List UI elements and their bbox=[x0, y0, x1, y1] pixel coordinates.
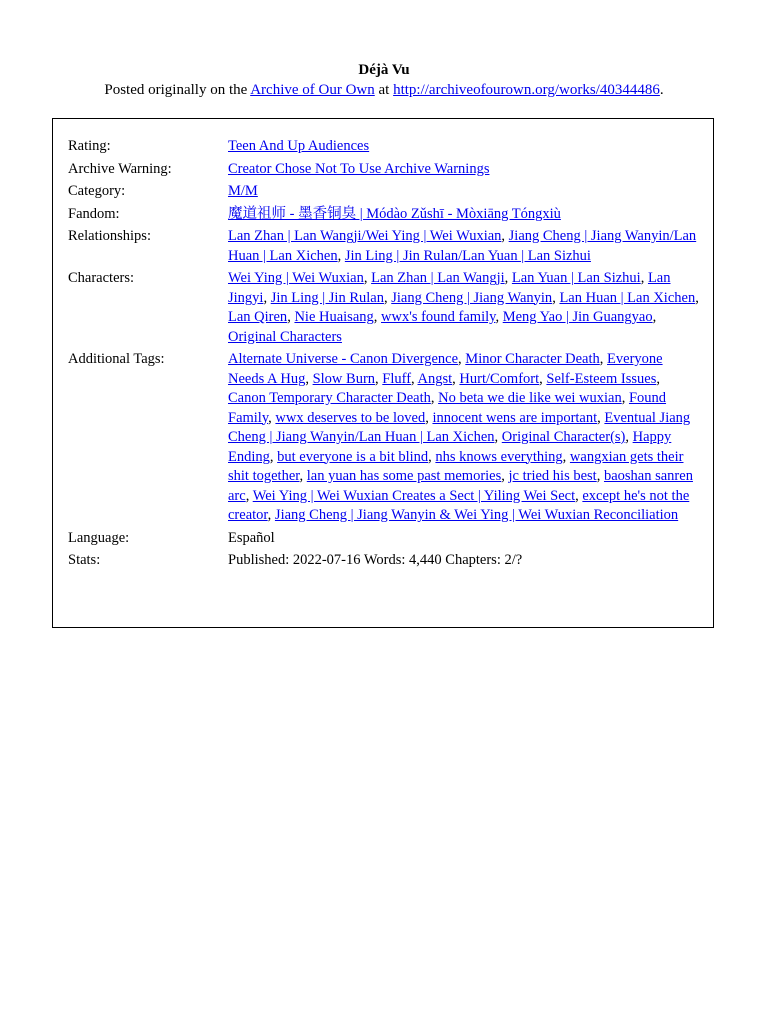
tag-link[interactable]: No beta we die like wei wuxian bbox=[438, 390, 622, 406]
posted-mid: at bbox=[374, 82, 394, 98]
tag-link[interactable]: Self-Esteem Issues bbox=[546, 370, 657, 387]
tag-link[interactable]: Lan Zhan | Lan Wangji/Wei Ying | Wei Wuxian bbox=[228, 228, 502, 244]
tag-link[interactable]: lan yuan has some past memories bbox=[306, 468, 502, 484]
archive-link[interactable]: Archive of Our Own bbox=[250, 82, 375, 98]
warning-label: Archive Warning: bbox=[68, 160, 172, 177]
meta-row-stats bbox=[68, 551, 700, 574]
relationships-tags: Lan Zhan | Lan Wangji/Wei Ying | Wei Wuxian, Jiang Cheng | Jiang Wanyin/Lan Huan | Lan Xichen, Jin Ling | Jin Rulan/Lan Yuan | Lan Sizhui bbox=[228, 228, 697, 264]
fandom-tags bbox=[228, 205, 700, 228]
tag-link[interactable]: Jin Ling | Jin Rulan bbox=[270, 289, 384, 306]
tag-link[interactable]: nhs knows everything bbox=[435, 448, 563, 465]
meta-row-rating bbox=[68, 137, 700, 160]
tag-link[interactable]: wangxian gets their shit together bbox=[228, 448, 684, 484]
characters-label: Characters: bbox=[68, 270, 135, 286]
tag-link[interactable]: Wei Ying | Wei Wuxian Creates a Sect | Yiling Wei Sect bbox=[252, 487, 576, 504]
tag-link[interactable]: Lan Jingyi bbox=[228, 270, 671, 306]
tag-link[interactable]: but everyone is a bit blind bbox=[277, 448, 429, 465]
tag-link[interactable]: Everyone Needs A Hug bbox=[228, 351, 663, 387]
work-url-link[interactable]: http://archiveofourown.org/works/40344486 bbox=[393, 82, 660, 98]
meta-row-additional-tags bbox=[68, 350, 700, 529]
tag-link[interactable]: Nie Huaisang bbox=[294, 309, 374, 325]
tag-link[interactable]: Meng Yao | Jin Guangyao bbox=[502, 309, 653, 325]
tag-link[interactable]: Found Family bbox=[228, 390, 667, 426]
tag-link[interactable]: Jiang Cheng | Jiang Wanyin bbox=[391, 289, 553, 306]
language-value: Español bbox=[228, 529, 275, 546]
meta-row-fandom bbox=[68, 205, 700, 228]
tag-link[interactable]: Jiang Cheng | Jiang Wanyin & Wei Ying | Wei Wuxian Reconciliation bbox=[274, 507, 679, 523]
relationships-label: Relationships: bbox=[68, 228, 151, 244]
meta-row-language bbox=[68, 529, 700, 552]
tag-link[interactable]: Angst bbox=[417, 370, 453, 387]
category-tags bbox=[228, 182, 700, 205]
meta-row-warning bbox=[68, 160, 700, 183]
posted-line bbox=[0, 82, 768, 99]
tag-link[interactable]: Slow Burn bbox=[312, 370, 376, 387]
additional-tags: Alternate Universe - Canon Divergence, Minor Character Death, Everyone Needs A Hug, Slow Burn, Fluff, Angst, Hurt/Comfort, Self-Esteem Issues, Canon Temporary Character Death, No beta we die like wei wuxian, Found Family, wwx deserves to be loved, innocent wens are important, Eventual Jiang Cheng | Jiang Wanyin/Lan Huan | Lan Xichen, Original Character(s), Happy Ending, but everyone is a bit blind, nhs knows everything, wangxian gets their shit together, lan yuan has some past memories, jc tried his best, baoshan sanren arc, Wei Ying | Wei Wuxian Creates a Sect | Yiling Wei Sect, except he's not the creator, Jiang Cheng | Jiang Wanyin & Wei Ying | Wei Wuxian Reconciliation bbox=[228, 351, 693, 523]
tag-link[interactable]: Lan Yuan | Lan Sizhui bbox=[511, 270, 641, 286]
tag-link[interactable]: Teen And Up Audiences bbox=[228, 138, 370, 154]
tag-link[interactable]: baoshan sanren arc bbox=[228, 468, 693, 504]
warning-tags bbox=[228, 160, 700, 183]
tag-link[interactable]: Alternate Universe - Canon Divergence bbox=[228, 351, 459, 367]
language-label: Language: bbox=[68, 529, 130, 546]
posted-suffix: . bbox=[659, 82, 664, 98]
fandom-label: Fandom: bbox=[68, 205, 120, 222]
additional-tags-label: Additional Tags: bbox=[68, 351, 165, 367]
tag-link[interactable]: wwx deserves to be loved bbox=[275, 409, 426, 426]
meta-row-category bbox=[68, 182, 700, 205]
tag-link[interactable]: Lan Qiren bbox=[228, 309, 288, 325]
tag-link[interactable]: Wei Ying | Wei Wuxian bbox=[228, 270, 364, 286]
stats-label: Stats: bbox=[68, 552, 101, 568]
metadata-box bbox=[52, 118, 714, 628]
tag-link[interactable]: Fluff bbox=[382, 370, 412, 387]
tag-link[interactable]: Original Characters bbox=[228, 328, 342, 345]
work-title: Déjà Vu bbox=[358, 62, 410, 78]
tag-link[interactable]: Hurt/Comfort bbox=[459, 370, 540, 387]
tag-link[interactable]: except he's not the creator bbox=[228, 487, 690, 523]
meta-row-relationships bbox=[68, 227, 700, 269]
category-label: Category: bbox=[68, 183, 126, 199]
metadata-table bbox=[68, 137, 700, 574]
meta-row-characters bbox=[68, 269, 700, 350]
tag-link[interactable]: wwx's found family bbox=[381, 309, 496, 325]
tag-link[interactable]: Jiang Cheng | Jiang Wanyin/Lan Huan | Lan Xichen bbox=[228, 228, 697, 264]
tag-link[interactable]: Eventual Jiang Cheng | Jiang Wanyin/Lan Huan | Lan Xichen bbox=[228, 409, 691, 445]
rating-label: Rating: bbox=[68, 138, 111, 154]
tag-link[interactable]: Original Character(s) bbox=[501, 429, 626, 445]
characters-tags: Wei Ying | Wei Wuxian, Lan Zhan | Lan Wangji, Lan Yuan | Lan Sizhui, Lan Jingyi, Jin Ling | Jin Rulan, Jiang Cheng | Jiang Wanyin, Lan Huan | Lan Xichen, Lan Qiren, Nie Huaisang, wwx's found family, Meng Yao | Jin Guangyao, Original Characters bbox=[228, 270, 699, 345]
tag-link[interactable]: 魔道祖师 - 墨香铜臭 | Módào Zǔshī - Mòxiāng Tóngxiù bbox=[228, 205, 561, 222]
tag-link[interactable]: Lan Huan | Lan Xichen bbox=[559, 289, 696, 306]
stats-value: Published: 2022-07-16 Words: 4,440 Chapters: 2/? bbox=[228, 552, 523, 568]
tag-link[interactable]: Lan Zhan | Lan Wangji bbox=[371, 270, 505, 286]
tag-link[interactable]: jc tried his best bbox=[508, 468, 597, 484]
tag-link[interactable]: Happy Ending bbox=[228, 429, 672, 465]
tag-link[interactable]: M/M bbox=[228, 183, 258, 199]
tag-link[interactable]: Jin Ling | Jin Rulan/Lan Yuan | Lan Sizhui bbox=[344, 247, 591, 264]
tag-link[interactable]: innocent wens are important bbox=[432, 409, 598, 426]
rating-tags bbox=[228, 137, 700, 160]
posted-prefix: Posted originally on the bbox=[104, 82, 251, 98]
tag-link[interactable]: Creator Chose Not To Use Archive Warnings bbox=[228, 160, 490, 177]
tag-link[interactable]: Minor Character Death bbox=[465, 351, 600, 367]
tag-link[interactable]: Canon Temporary Character Death bbox=[228, 390, 431, 406]
